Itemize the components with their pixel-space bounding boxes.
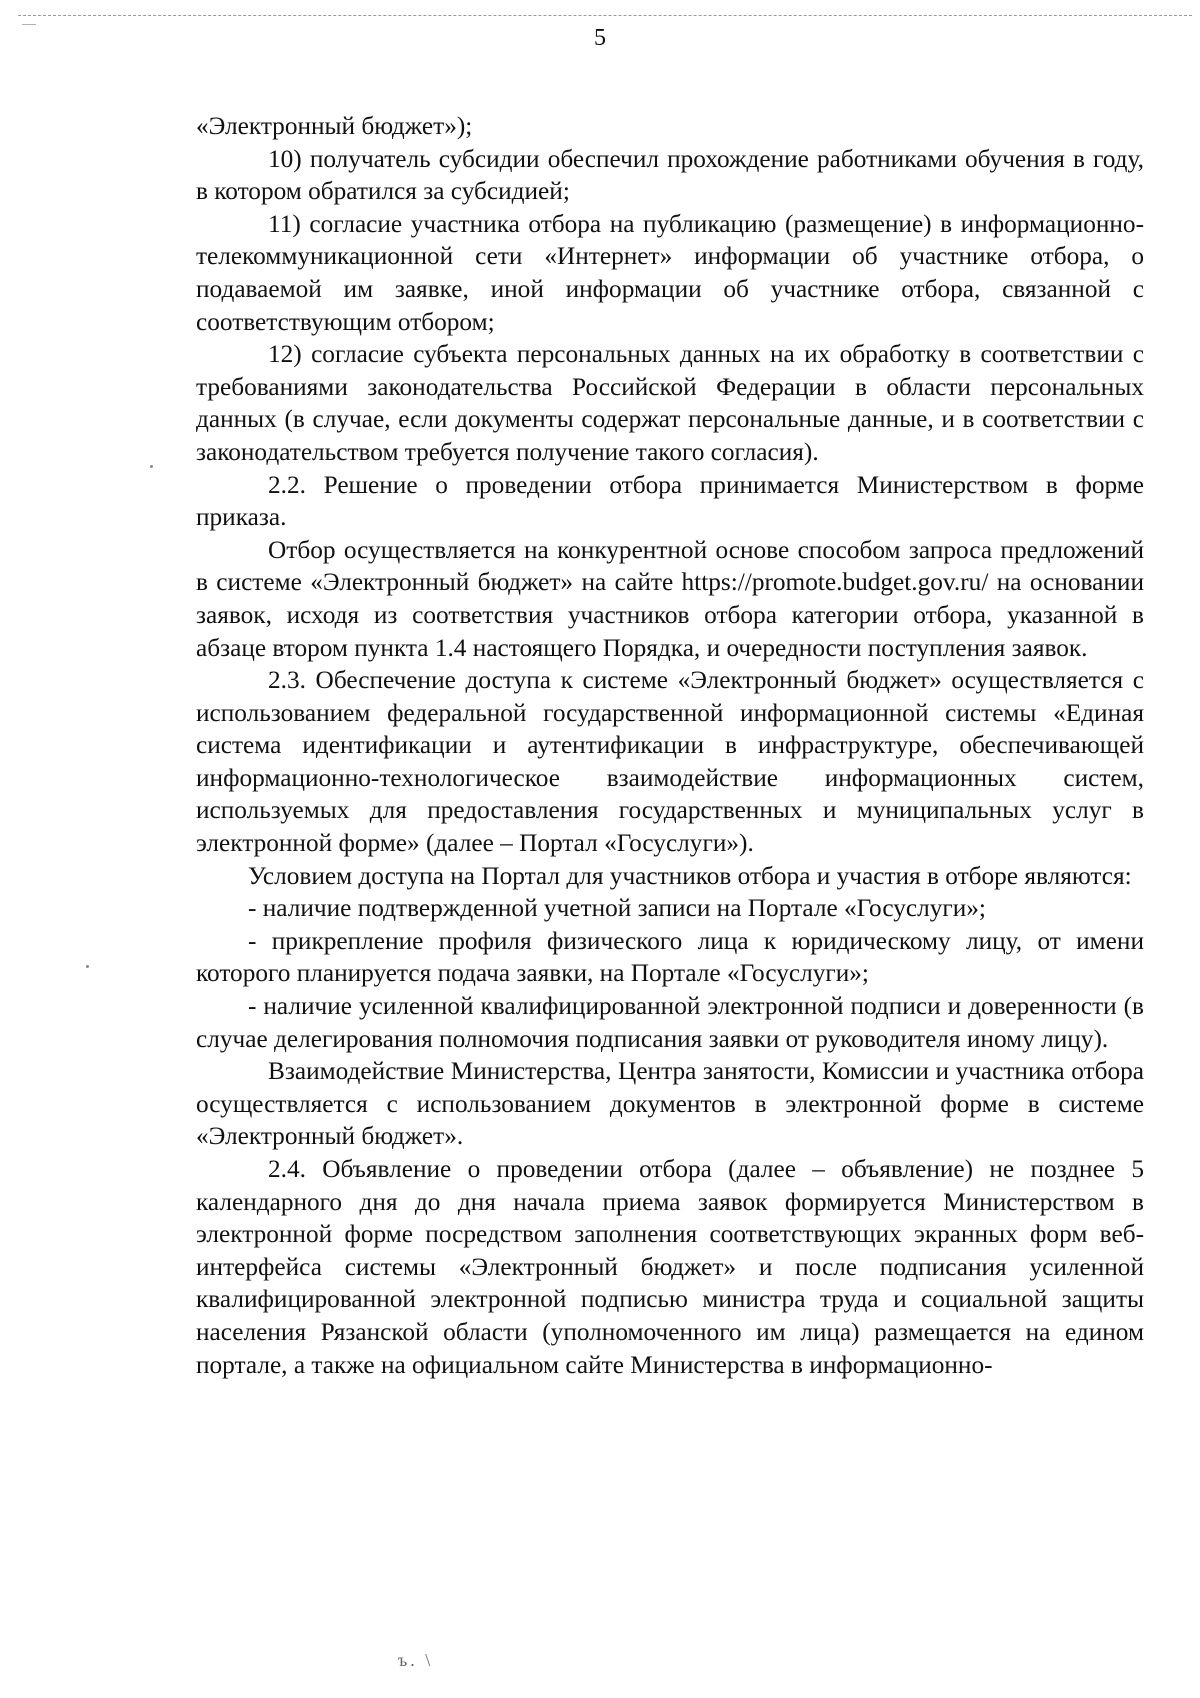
document-body: [196, 110, 1144, 1381]
paragraph-selection-method: Отбор осуществляется на конкурентной основе способом запроса предложений в системе «Электронный бюджет» на сайте https://promote.budget.gov.ru/ на основании заявок, исходя из соответствия участников отбора категории отбора, указанной в абзаце втором пункта 1.4 настоящего Порядка, и очередности поступления заявок.: [196, 535, 1144, 662]
paragraph-2-4: 2.4. Объявление о проведении отбора (далее – объявление) не позднее 5 календарного дня до дня начала приема заявок формируется Министерством в электронной форме посредством заполнения соответствующих экранных форм веб-интерфейса системы «Электронный бюджет» и после подписания усиленной квалифицированной электронной подписью министра труда и социальной защиты населения Рязанской области (уполномоченного им лица) размещается на едином портале, а также на официальном сайте Министерства в информационно-: [196, 1155, 1144, 1379]
paragraph-2-2: 2.2. Решение о проведении отбора принимается Министерством в форме приказа.: [196, 470, 1144, 532]
handwritten-mark: ъ. \: [398, 1650, 434, 1670]
paragraph-2-3: 2.3. Обеспечение доступа к системе «Электронный бюджет» осуществляется с использованием федеральной государственной информационной системы «Единая система идентификации и аутентификации в инфраструктуре, обеспечивающей информационно-технологическое взаимодействие информационных систем, используемых для предоставления государственных и муниципальных услуг в электронной форме» (далее – Портал «Госуслуги»).: [196, 666, 1144, 858]
scan-edge-line: [18, 15, 1192, 16]
list-item-profile: - прикрепление профиля физического лица к юридическому лицу, от имени которого планируется подача заявки, на Портале «Госуслуги»;: [196, 926, 1144, 988]
paragraph-access-conditions: Условием доступа на Портал для участников отбора и участия в отборе являются:: [248, 861, 1132, 890]
scan-speck: [86, 965, 89, 968]
list-item-signature: - наличие усиленной квалифицированной электронной подписи и доверенности (в случае делегирования полномочия подписания заявки от руководителя иному лицу).: [196, 992, 1144, 1053]
paragraph-item-12: 12) согласие субъекта персональных данных на их обработку в соответствии с требованиями законодательства Российской Федерации в области персональных данных (в случае, если документы содержат персональные данные, и в соответствии с законодательством требуется получение такого согласия).: [196, 340, 1144, 466]
scan-speck: [150, 465, 153, 468]
paragraph-item-10: 10) получатель субсидии обеспечил прохождение работниками обучения в году, в котором обратился за субсидией;: [196, 144, 1144, 206]
list-item-account: - наличие подтвержденной учетной записи на Портале «Госуслуги»;: [248, 894, 986, 923]
paragraph-continuation: «Электронный бюджет»);: [196, 112, 473, 140]
page-number: 5: [594, 25, 606, 51]
paragraph-item-11: 11) согласие участника отбора на публикацию (размещение) в информационно-телекоммуникационной сети «Интернет» информации об участнике отбора, о подаваемой им заявке, иной информации об участнике отбора, связанной с соответствующим отбором;: [196, 209, 1144, 336]
paragraph-interaction: Взаимодействие Министерства, Центра занятости, Комиссии и участника отбора осуществляется с использованием документов в электронной форме в системе «Электронный бюджет».: [196, 1057, 1144, 1151]
